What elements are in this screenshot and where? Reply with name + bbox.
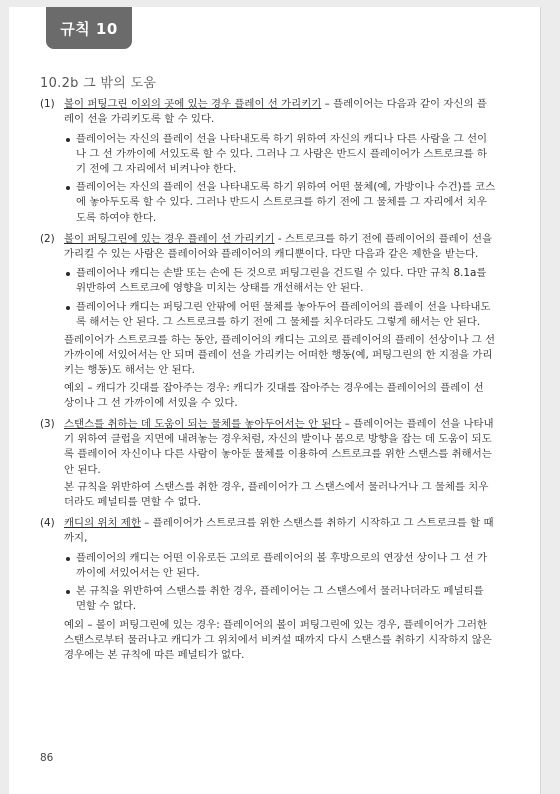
- item-text: – 플레이어는 플레이 선을 나타내기 위하여 클럽을 지면에 내려놓는 경우처럼, 자신의 발이나 몸으로 방향을 잡는 데 도움이 되도록 플레이어 자신이나 다른 사람이 놓아둔 물체를 이용하여 스트로크를 위한 스탠스를 취해서는 안 된다.: [64, 418, 494, 476]
- item-text: – 플레이어가 스트로크를 위한 스탠스를 취하기 시작하고 그 스트로크를 할 때까지,: [64, 517, 494, 545]
- exception-paragraph: 예외 – 캐디가 깃대를 잡아주는 경우: 캐디가 깃대를 잡아주는 경우에는 플레이어의 플레이 선 상이나 그 선 가까이에 서있을 수 있다.: [64, 381, 484, 409]
- rule-item-4: [40, 516, 496, 663]
- item-number: (2): [40, 232, 55, 245]
- item-text: - 스트로크를 하기 전에 플레이어의 플레이 선을 가리킬 수 있는 사람은 플레이어와 플레이어의 캐디뿐이다. 다만 다음과 같은 제한을 받는다.: [64, 232, 493, 261]
- section-heading: 10.2b 그 밖의 도움: [40, 76, 157, 91]
- item-title: 볼이 퍼팅그린에 있는 경우 플레이 선 가리키기: [64, 232, 275, 245]
- rule-item-2: [40, 232, 496, 411]
- item-title: 볼이 퍼팅그린 이외의 곳에 있는 경우 플레이 선 가리키기: [64, 98, 322, 111]
- bullet-list: [64, 266, 496, 330]
- bullet-item: 본 규칙을 위반하여 스탠스를 취한 경우, 플레이어는 그 스탠스에서 물러나더라도 페널티를 면할 수 없다.: [64, 584, 496, 614]
- item-number: (1): [40, 98, 55, 111]
- page-number: 86: [40, 752, 54, 764]
- bullet-item: 플레이어나 캐디는 퍼팅그린 안팎에 어떤 물체를 놓아두어 플레이어의 플레이 선을 나타내도록 해서는 안 된다. 그 스트로크를 하기 전에 그 물체를 치우더라도 그렇게 해서는 안 된다.: [64, 300, 496, 330]
- item-number: (3): [40, 418, 55, 431]
- item-intro: [64, 417, 496, 478]
- item-number: (4): [40, 517, 55, 530]
- bullet-item: 플레이어는 자신의 플레이 선을 나타내도록 하기 위하여 자신의 캐디나 다른 사람을 그 선이나 그 선 가까이에 서있도록 할 수 있다. 그러나 그 사람은 반드시 플레이어가 스트로크를 하기 전에 그 자리에서 비켜나야 한다.: [64, 132, 496, 178]
- item-title: 캐디의 위치 제한: [64, 517, 141, 530]
- item-title: 스탠스를 취하는 데 도움이 되는 물체를 놓아두어서는 안 된다: [64, 418, 342, 431]
- rule-item-1: [40, 97, 496, 226]
- item-text: – 플레이어는 다음과 같이 자신의 플레이 선을 가리키도록 할 수 있다.: [64, 98, 487, 126]
- exception-paragraph: 예외 – 볼이 퍼팅그린에 있는 경우: 플레이어의 볼이 퍼팅그린에 있는 경우, 플레이어가 그러한 스탠스로부터 물러나고 캐디가 그 위치에서 비켜설 때까지 다시 스탠스를 취하기 시작하지 않은 경우에는 본 규칙에 따른 페널티가 없다.: [64, 618, 492, 661]
- item-paragraph: 플레이어가 스트로크를 하는 동안, 플레이어의 캐디는 고의로 플레이어의 플레이 선상이나 그 선 가까이에 서있어서는 안 되며 플레이 선을 가리키는 어떠한 행동(예, 퍼팅그린의 한 지점을 가리키는 행동)도 해서는 안 된다.: [64, 334, 496, 377]
- item-intro: [64, 232, 496, 262]
- rule-tab: 규칙 10: [46, 7, 132, 49]
- bullet-item: 플레이어의 캐디는 어떤 이유로든 고의로 플레이어의 볼 후방으로의 연장선 상이나 그 선 가까이에 서있어서는 안 된다.: [64, 551, 496, 581]
- bullet-item: 플레이어나 캐디는 손발 또는 손에 든 것으로 퍼팅그린을 건드릴 수 있다. 다만 규칙 8.1a를 위반하여 스트로크에 영향을 미치는 상태를 개선해서는 안 된다.: [64, 266, 496, 296]
- item-intro: [64, 97, 496, 127]
- item-intro: [64, 516, 496, 546]
- rule-item-3: [40, 417, 496, 510]
- rule-content: [40, 76, 496, 665]
- bullet-list: [64, 132, 496, 226]
- item-paragraph: 본 규칙을 위반하여 스탠스를 취한 경우, 플레이어가 그 스탠스에서 물러나거나 그 물체를 치우더라도 페널티를 면할 수 없다.: [64, 480, 489, 509]
- bullet-item: 플레이어는 자신의 플레이 선을 나타내도록 하기 위하여 어떤 물체(예, 가방이나 수건)를 코스에 놓아두도록 할 수 있다. 그러나 반드시 스트로크를 하기 전에 그 물체를 그 자리에서 치우도록 하여야 한다.: [64, 180, 496, 226]
- bullet-list: [64, 551, 496, 615]
